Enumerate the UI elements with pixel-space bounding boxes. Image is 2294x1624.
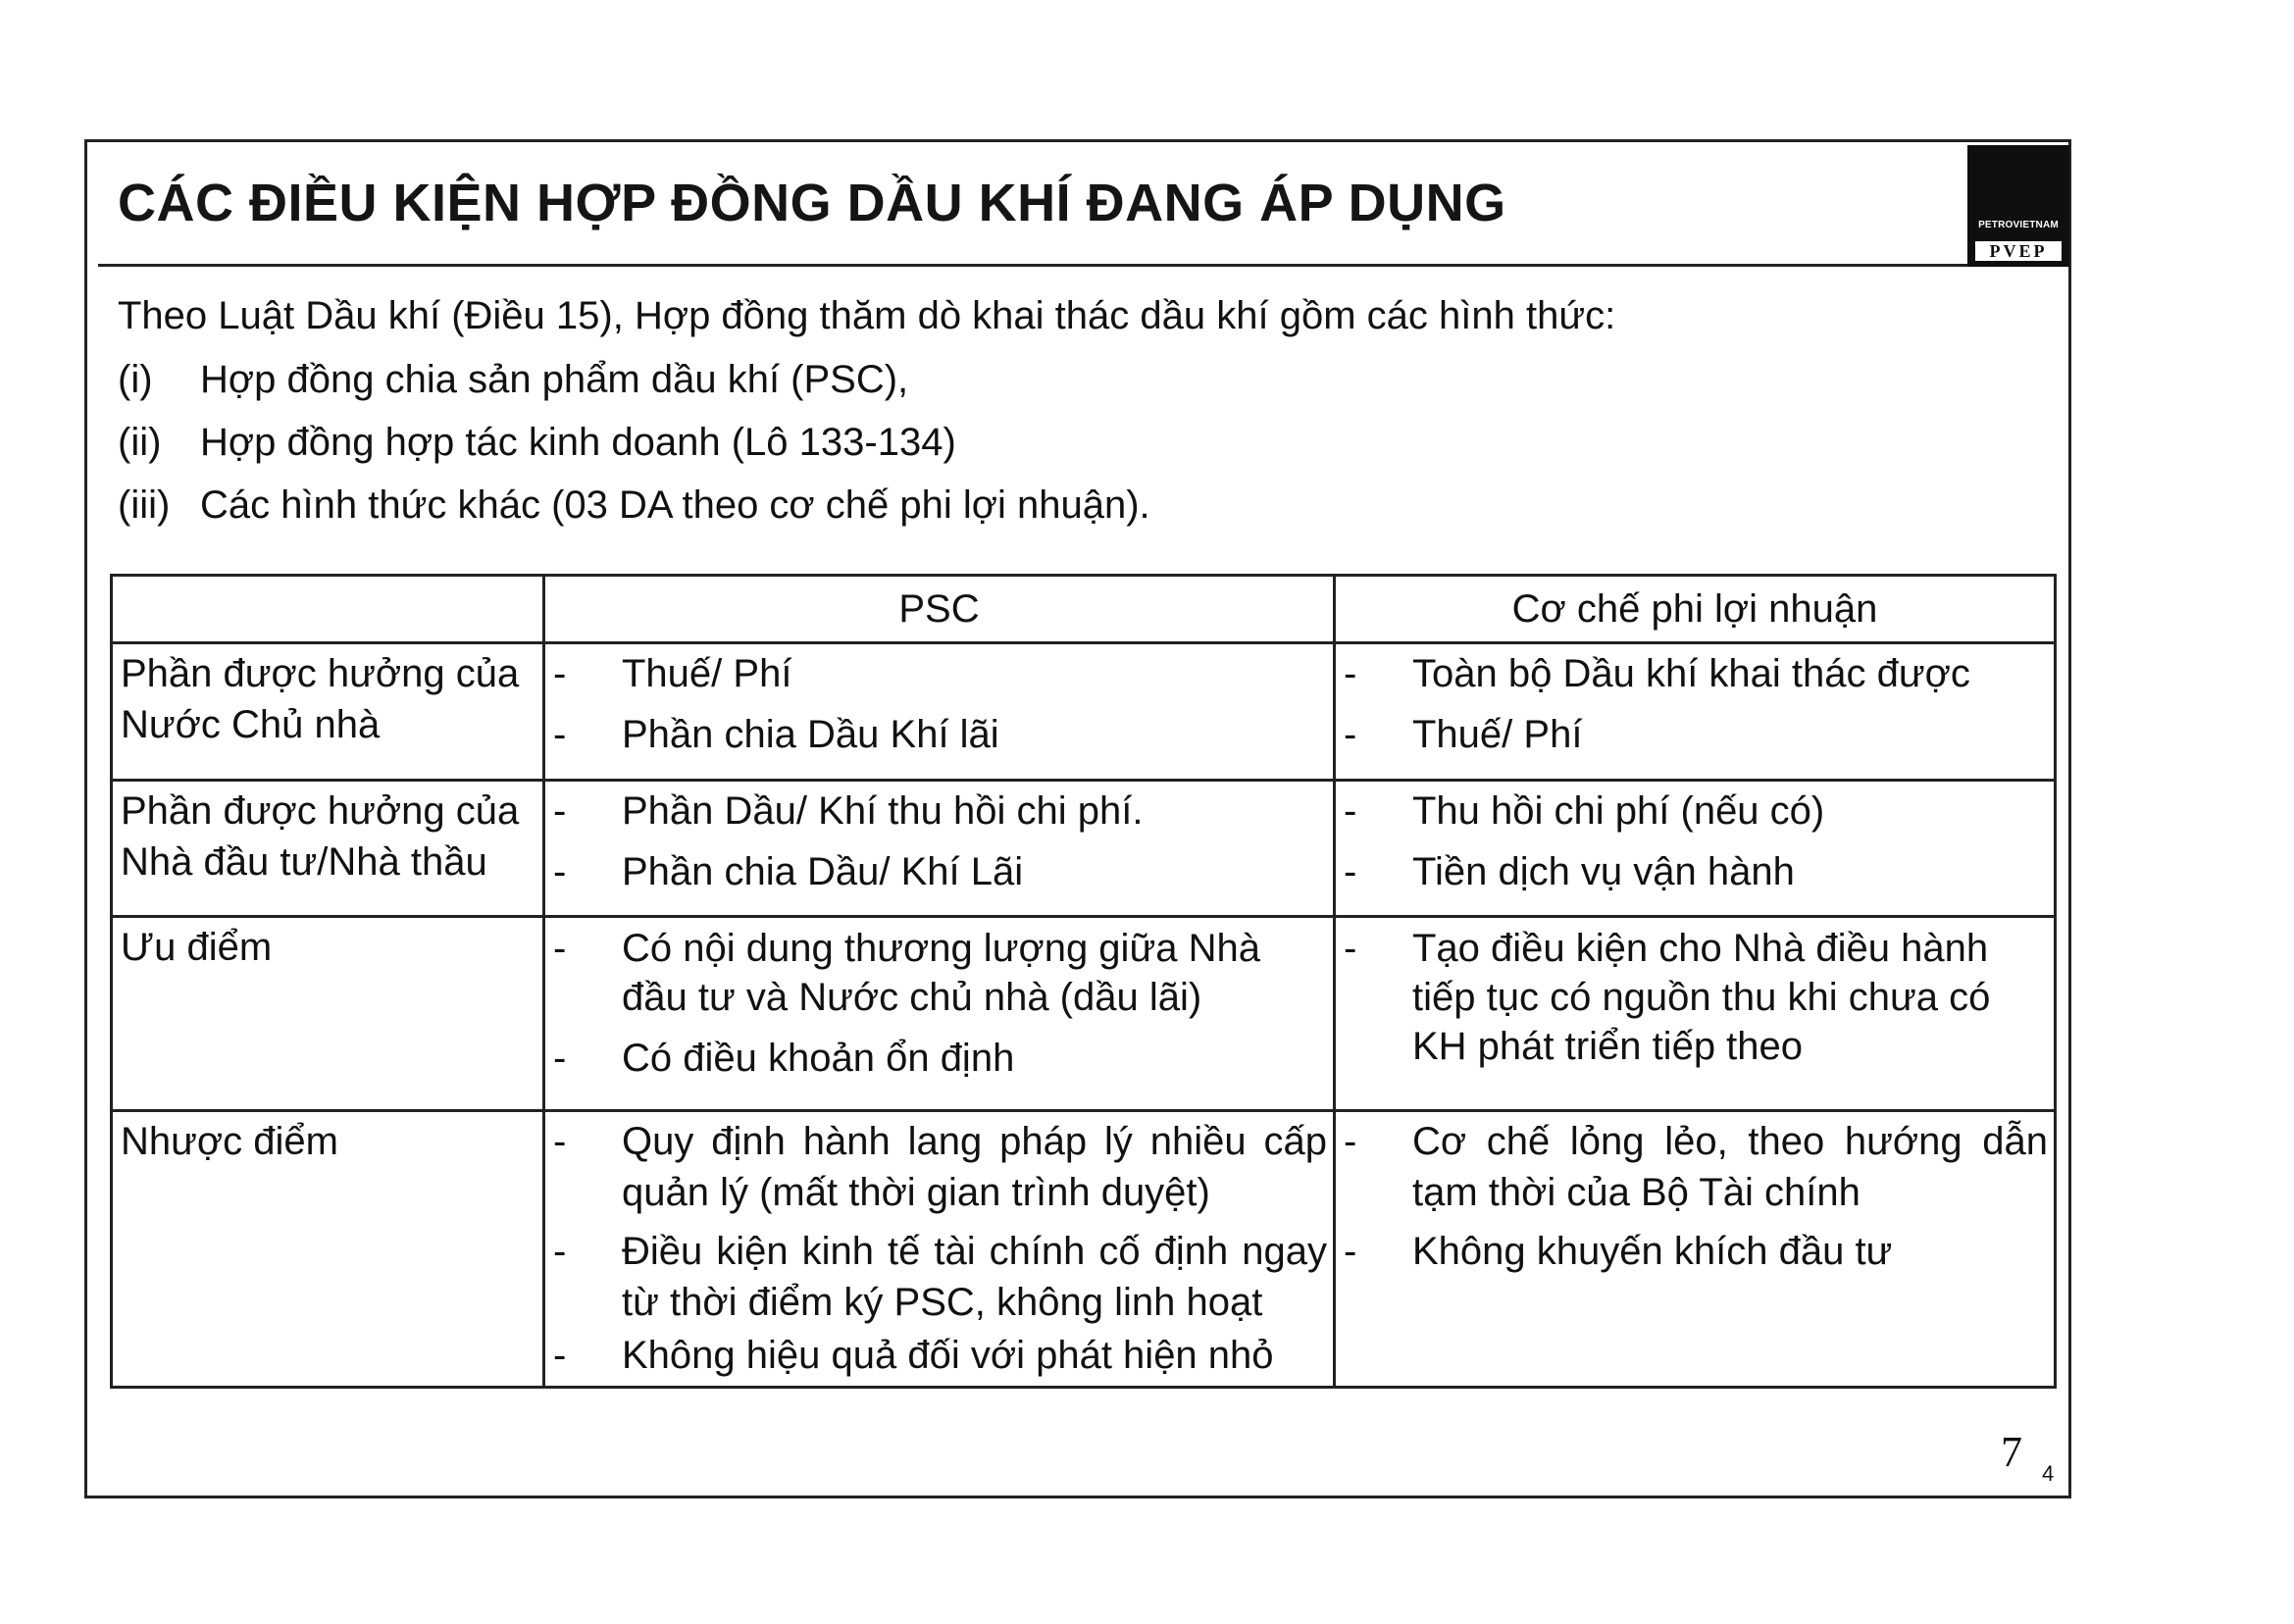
pvep-logo: [1967, 145, 2069, 267]
item-text: Phần chia Dầu Khí lãi: [622, 713, 999, 756]
list-item: [545, 786, 1327, 837]
list-item: [1336, 1116, 2048, 1218]
dash: -: [553, 789, 567, 833]
table-header-row: [112, 576, 2056, 643]
dash: -: [553, 1334, 567, 1377]
dash: -: [553, 652, 567, 695]
table-row: [112, 917, 2056, 1111]
dash: -: [1344, 713, 1357, 756]
item-text: Không khuyến khích đầu tư: [1412, 1230, 1893, 1273]
list-item: [118, 483, 1150, 546]
row-label: Ưu điểm: [112, 917, 544, 1111]
dash: -: [1344, 927, 1357, 970]
dash: -: [1344, 789, 1357, 833]
logo-bottom-text: PVEP: [1973, 239, 2064, 263]
row-label: Phần được hưởng của Nước Chủ nhà: [112, 643, 544, 781]
item-text: Thuế/ Phí: [622, 652, 792, 695]
nonprofit-cell: [1335, 781, 2056, 917]
list-item: [545, 709, 1327, 760]
item-text: Phần Dầu/ Khí thu hồi chi phí.: [622, 789, 1144, 833]
list-item: [118, 421, 1150, 483]
dash: -: [1344, 652, 1357, 695]
psc-cell: [544, 917, 1335, 1111]
nonprofit-cell: [1335, 1111, 2056, 1388]
list-item-number: (i): [118, 358, 153, 401]
dash: -: [553, 713, 567, 756]
page-title: CÁC ĐIỀU KIỆN HỢP ĐỒNG DẦU KHÍ ĐANG ÁP DỤNG: [118, 174, 1506, 232]
dash: -: [553, 1120, 567, 1163]
item-text: Tạo điều kiện cho Nhà điều hành tiếp tục có nguồn thu khi chưa có KH phát triển tiếp theo: [1412, 927, 1991, 1068]
nonprofit-cell: [1335, 643, 2056, 781]
list-item: [545, 1116, 1327, 1218]
contract-forms-list: [118, 358, 1150, 546]
list-item: [545, 1034, 1327, 1083]
dash: -: [553, 1230, 567, 1273]
table-row: [112, 643, 2056, 781]
title-divider: [98, 264, 1973, 267]
list-item-text: Các hình thức khác (03 DA theo cơ chế phi lợi nhuận).: [200, 483, 1150, 527]
nonprofit-cell: [1335, 917, 2056, 1111]
psc-cell: [544, 643, 1335, 781]
header-nonprofit: Cơ chế phi lợi nhuận: [1335, 576, 2056, 643]
list-item-text: Hợp đồng hợp tác kinh doanh (Lô 133-134): [200, 421, 956, 464]
item-text: Có điều khoản ổn định: [622, 1037, 1015, 1080]
list-item: [1336, 924, 2048, 1071]
table-row: [112, 1111, 2056, 1388]
item-text: Quy định hành lang pháp lý nhiều cấp quản lý (mất thời gian trình duyệt): [622, 1120, 1327, 1214]
list-item: [118, 358, 1150, 421]
list-item-number: (ii): [118, 421, 162, 464]
header-empty-cell: [112, 576, 544, 643]
list-item: [1336, 709, 2048, 760]
page-number: 4: [2042, 1461, 2055, 1486]
table-row: [112, 781, 2056, 917]
row-label: Phần được hưởng của Nhà đầu tư/Nhà thầu: [112, 781, 544, 917]
item-text: Không hiệu quả đối với phát hiện nhỏ: [622, 1334, 1274, 1377]
list-item: [545, 648, 1327, 699]
list-item-text: Hợp đồng chia sản phẩm dầu khí (PSC),: [200, 358, 909, 401]
item-text: Thuế/ Phí: [1412, 713, 1583, 756]
handwritten-page-mark: 7: [2001, 1428, 2022, 1476]
psc-cell: [544, 1111, 1335, 1388]
dash: -: [553, 927, 567, 970]
dash: -: [553, 850, 567, 893]
intro-text: Theo Luật Dầu khí (Điều 15), Hợp đồng thăm dò khai thác dầu khí gồm các hình thức:: [118, 294, 1616, 337]
list-item: [1336, 648, 2048, 699]
logo-top-text: PETROVIETNAM: [1978, 220, 2059, 230]
psc-cell: [544, 781, 1335, 917]
list-item: [1336, 846, 2048, 897]
dash: -: [1344, 1120, 1357, 1163]
list-item: [545, 1226, 1327, 1328]
item-text: Có nội dung thương lượng giữa Nhà đầu tư và Nước chủ nhà (dầu lãi): [622, 927, 1260, 1019]
dash: -: [1344, 850, 1357, 893]
item-text: Điều kiện kinh tế tài chính cố định ngay từ thời điểm ký PSC, không linh hoạt: [622, 1230, 1327, 1324]
item-text: Toàn bộ Dầu khí khai thác được: [1412, 652, 1970, 695]
header-psc: PSC: [544, 576, 1335, 643]
list-item: [1336, 1226, 2048, 1277]
list-item: [545, 1330, 1327, 1381]
list-item-number: (iii): [118, 483, 171, 527]
item-text: Cơ chế lỏng lẻo, theo hướng dẫn tạm thời của Bộ Tài chính: [1412, 1120, 2048, 1214]
item-text: Tiền dịch vụ vận hành: [1412, 850, 1795, 893]
list-item: [545, 924, 1327, 1022]
dash: -: [553, 1037, 567, 1080]
row-label: Nhược điểm: [112, 1111, 544, 1388]
item-text: Phần chia Dầu/ Khí Lãi: [622, 850, 1024, 893]
list-item: [545, 846, 1327, 897]
item-text: Thu hồi chi phí (nếu có): [1412, 789, 1825, 833]
comparison-table: [110, 574, 2057, 1389]
dash: -: [1344, 1230, 1357, 1273]
list-item: [1336, 786, 2048, 837]
